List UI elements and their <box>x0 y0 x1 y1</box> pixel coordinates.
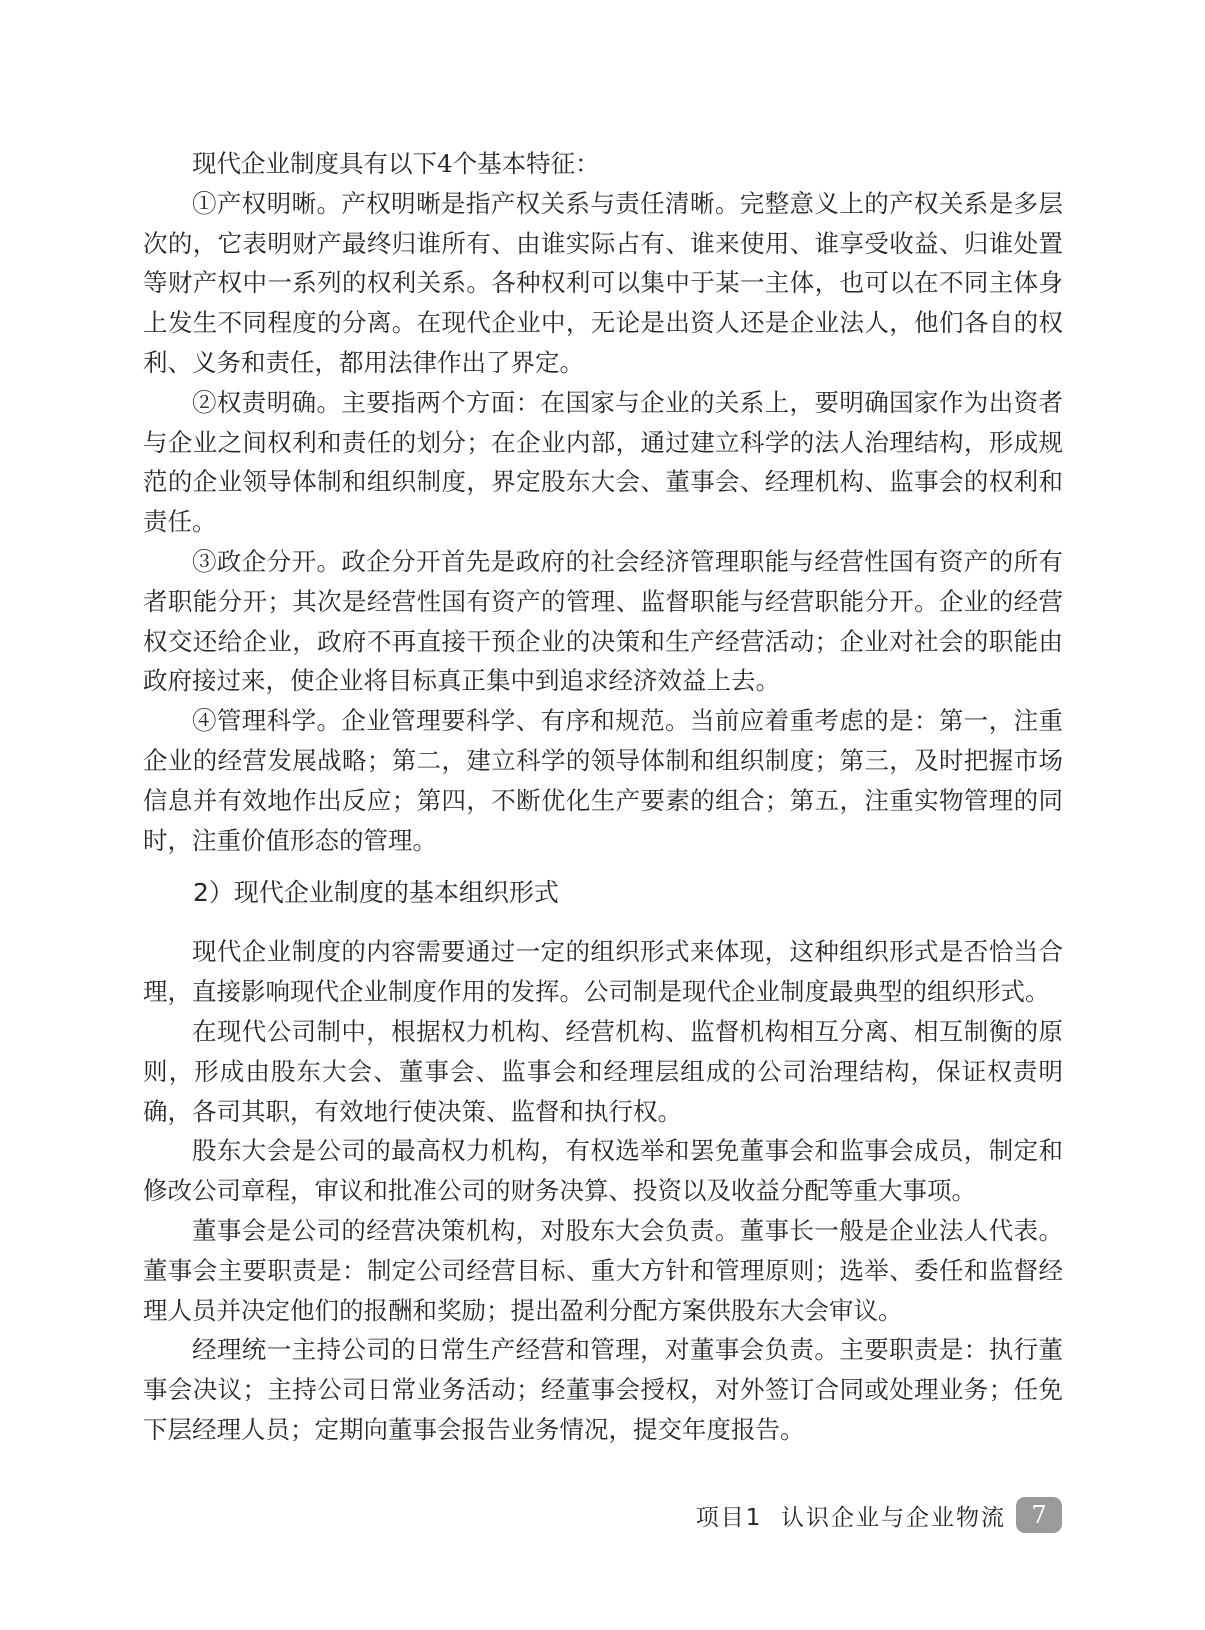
paragraph-governance: 在现代公司制中，根据权力机构、经营机构、监督机构相互分离、相互制衡的原则，形成由股东大会、董事会、监事会和经理层组成的公司治理结构，保证权责明确，各司其职，有效地行使决策、监督和执行权。 <box>143 1016 1063 1126</box>
paragraph-shareholders: 股东大会是公司的最高权力机构，有权选举和罢免董事会和监事会成员，制定和修改公司章程，审议和批准公司的财务决算、投资以及收益分配等重大事项。 <box>143 1136 1063 1206</box>
page-body <box>143 144 1063 1450</box>
paragraph-org-form: 现代企业制度的内容需要通过一定的组织形式来体现，这种组织形式是否恰当合理，直接影响现代企业制度作用的发挥。公司制是现代企业制度最典型的组织形式。 <box>143 937 1063 1007</box>
paragraph-property-rights: ①产权明晰。产权明晰是指产权关系与责任清晰。完整意义上的产权关系是多层次的，它表明财产最终归谁所有、由谁实际占有、谁来使用、谁享受收益、归谁处置等财产权中一系列的权利关系。各种权利可以集中于某一主体，也可以在不同主体身上发生不同程度的分离。在现代企业中，无论是出资人还是企业法人，他们各自的权利、义务和责任，都用法律作出了界定。 <box>143 188 1063 377</box>
page-number-badge: 7 <box>1016 1497 1062 1533</box>
paragraph-separation: ③政企分开。政企分开首先是政府的社会经济管理职能与经营性国有资产的所有者职能分开；其次是经营性国有资产的管理、监督职能与经营职能分开。企业的经营权交还给企业，政府不再直接干预企业的决策和生产经营活动；企业对社会的职能由政府接过来，使企业将目标真正集中到追求经济效益上去。 <box>143 546 1063 696</box>
page-footer <box>696 1494 1062 1536</box>
paragraph-management: ④管理科学。企业管理要科学、有序和规范。当前应着重考虑的是：第一，注重企业的经营发展战略；第二，建立科学的领导体制和组织制度；第三，及时把握市场信息并有效地作出反应；第四，不断优化生产要素的组合；第五，注重实物管理的同时，注重价值形态的管理。 <box>143 706 1063 855</box>
running-head: 项目1 认识企业与企业物流 <box>695 1504 1006 1531</box>
paragraph-manager: 经理统一主持公司的日常生产经营和管理，对董事会负责。主要职责是：执行董事会决议；主持公司日常业务活动；经董事会授权，对外签订合同或处理业务；任免下层经理人员；定期向董事会报告业务情况，提交年度报告。 <box>143 1335 1063 1444</box>
section-heading: 2）现代企业制度的基本组织形式 <box>193 878 559 908</box>
paragraph-intro: 现代企业制度具有以下4个基本特征： <box>192 149 600 178</box>
paragraph-responsibility: ②权责明确。主要指两个方面：在国家与企业的关系上，要明确国家作为出资者与企业之间权利和责任的划分；在企业内部，通过建立科学的法人治理结构，形成规范的企业领导体制和组织制度，界定股东大会、董事会、经理机构、监事会的权利和责任。 <box>143 387 1063 537</box>
paragraph-board: 董事会是公司的经营决策机构，对股东大会负责。董事长一般是企业法人代表。董事会主要职责是：制定公司经营目标、重大方针和管理原则；选举、委任和监督经理人员并决定他们的报酬和奖励；提出盈利分配方案供股东大会审议。 <box>143 1215 1063 1325</box>
